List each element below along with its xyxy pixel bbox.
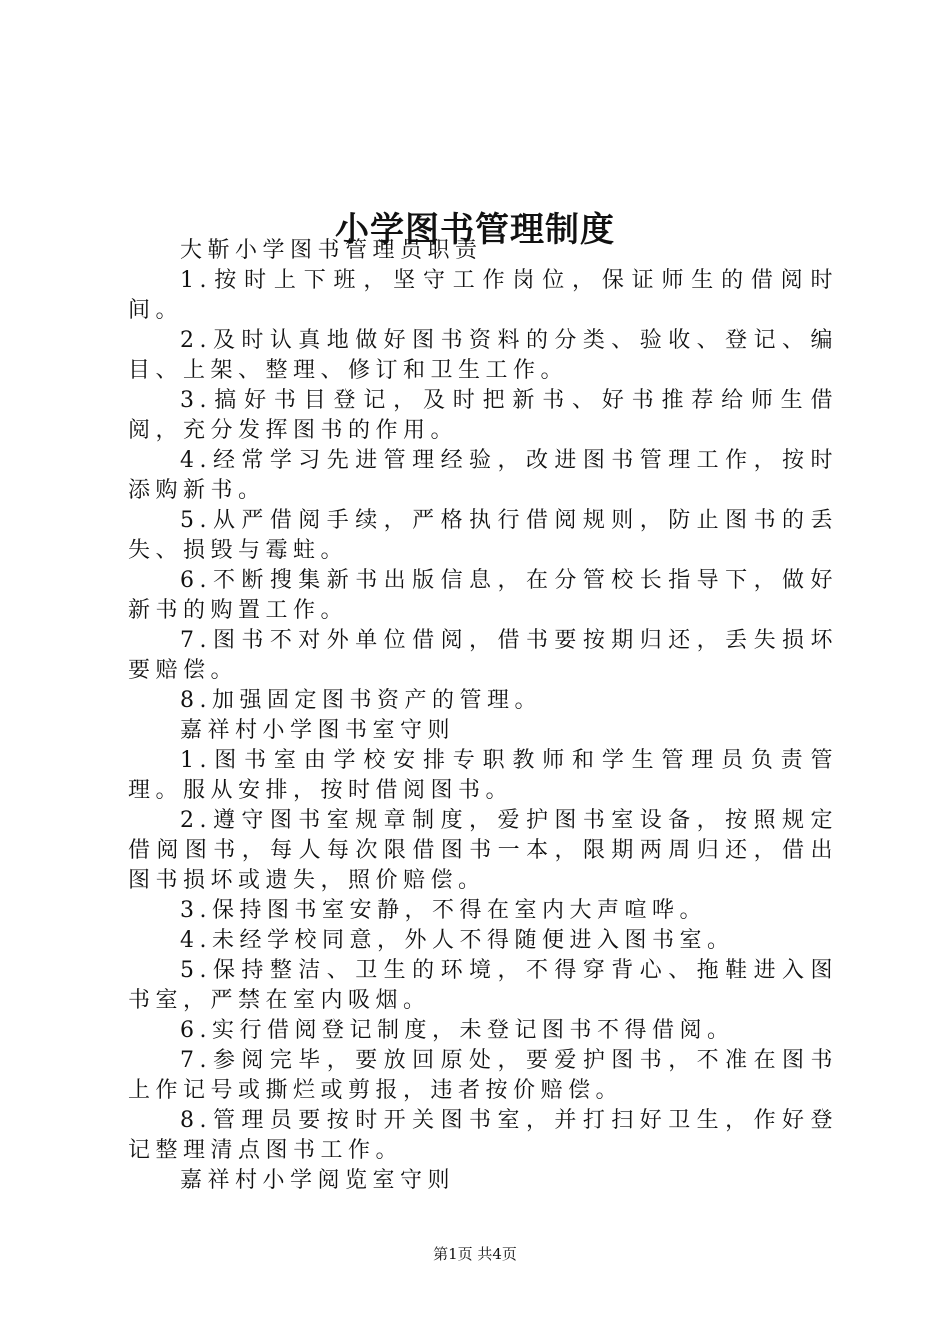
page-title: 小学图书管理制度 [335, 209, 615, 250]
list-item: 4.未经学校同意，外人不得随便进入图书室。 [180, 928, 735, 953]
list-item: 1.图书室由学校安排专职教师和学生管理员负责管理。服从安排，按时借阅图书。 [128, 748, 838, 803]
section-heading: 大靳小学图书管理员职责 [180, 238, 483, 263]
list-item: 3.搞好书目登记，及时把新书、好书推荐给师生借阅，充分发挥图书的作用。 [128, 388, 838, 443]
list-item: 2.遵守图书室规章制度，爱护图书室设备，按照规定借阅图书，每人每次限借图书一本，限期两周归还，借出图书损坏或遗失，照价赔偿。 [128, 808, 838, 893]
list-item: 1.按时上下班，坚守工作岗位，保证师生的借阅时间。 [128, 268, 838, 323]
list-item: 5.保持整洁、卫生的环境，不得穿背心、拖鞋进入图书室，严禁在室内吸烟。 [128, 958, 838, 1013]
list-item: 8.管理员要按时开关图书室，并打扫好卫生，作好登记整理清点图书工作。 [128, 1108, 838, 1163]
list-item: 6.实行借阅登记制度，未登记图书不得借阅。 [180, 1018, 735, 1043]
section-heading: 嘉祥村小学阅览室守则 [180, 1168, 456, 1193]
list-item: 7.图书不对外单位借阅，借书要按期归还，丢失损坏要赔偿。 [128, 628, 838, 683]
list-item: 8.加强固定图书资产的管理。 [180, 688, 542, 713]
list-item: 6.不断搜集新书出版信息，在分管校长指导下，做好新书的购置工作。 [128, 568, 838, 623]
page-footer: 第1页 共4页 [433, 1245, 517, 1263]
document-body [128, 236, 838, 1196]
section-heading: 嘉祥村小学图书室守则 [180, 718, 456, 743]
list-item: 2.及时认真地做好图书资料的分类、验收、登记、编目、上架、整理、修订和卫生工作。 [128, 328, 838, 383]
list-item: 7.参阅完毕，要放回原处，要爱护图书，不准在图书上作记号或撕烂或剪报，违者按价赔偿。 [128, 1048, 838, 1103]
list-item: 4.经常学习先进管理经验，改进图书管理工作，按时添购新书。 [128, 448, 838, 503]
list-item: 3.保持图书室安静，不得在室内大声喧哗。 [180, 898, 707, 923]
list-item: 5.从严借阅手续，严格执行借阅规则，防止图书的丢失、损毁与霉蛀。 [128, 508, 838, 563]
